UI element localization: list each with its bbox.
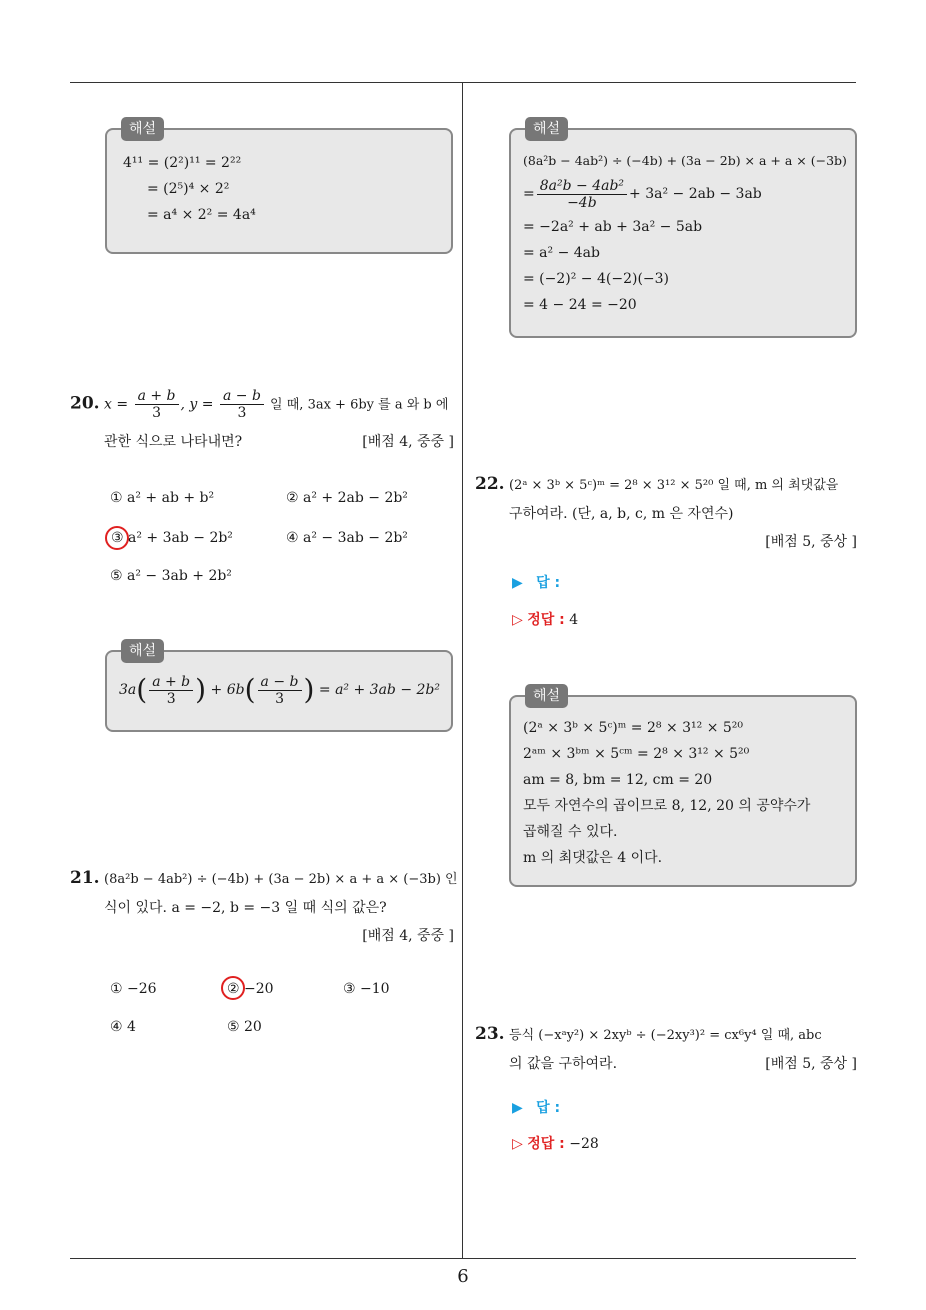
fraction-denominator: 3 — [237, 405, 247, 421]
question-number: 22. — [475, 474, 505, 494]
question-text: x = — [104, 396, 133, 413]
correct-label: 정답 : — [527, 1136, 565, 1152]
solution-line: 4¹¹ = (2²)¹¹ = 2²² — [123, 155, 242, 171]
question-number: 20. — [70, 393, 100, 414]
solution-line: 곱해질 수 있다. — [523, 824, 618, 840]
solution-line: = $\frac{\text{8a²b − 4ab²}}{-4b}$ + 3a² − 2ab − 3ab — [523, 177, 762, 211]
fraction — [258, 674, 302, 707]
choice-4[interactable]: ④ 4 — [110, 1019, 136, 1035]
solution-tag: 해설 — [121, 639, 164, 663]
choice-3[interactable]: ③ a² + 3ab − 2b² — [111, 530, 233, 546]
play-icon: ▶ — [512, 1100, 523, 1116]
correct-value: 4 — [569, 612, 579, 628]
triangle-outline-icon: ▷ — [512, 612, 523, 628]
solution-box-19 — [105, 121, 453, 254]
score-label: [배점 4, 중중 ] — [362, 928, 454, 944]
solution-line: = a⁴ × 2² = 4a⁴ — [147, 207, 256, 223]
answer-label: 답 : — [536, 575, 561, 591]
fraction-numerator: a − b — [220, 388, 264, 405]
fraction-numerator: a + b — [149, 674, 193, 691]
score-label: [배점 4, 중중 ] — [362, 434, 454, 450]
choice-5[interactable]: ⑤ 20 — [227, 1019, 262, 1035]
question-text: 일 때, 3ax + 6by 를 a 와 b 에 — [265, 397, 449, 413]
fraction — [149, 674, 193, 707]
solution-line: = a² − 4ab — [523, 245, 600, 261]
score-label: [배점 5, 중상 ] — [765, 534, 857, 550]
correct-answer — [512, 1133, 599, 1153]
solution-box-22 — [509, 688, 857, 887]
score-label: [배점 5, 중상 ] — [765, 1056, 857, 1072]
solution-term: + 6b — [210, 682, 245, 698]
fraction-denominator: 3 — [275, 690, 284, 707]
solution-line: 3a( $\frac{a + b}{3}$ ) + 6b( $\frac{a - b}{3}$ ) = a² + 3ab − 2b² — [119, 673, 440, 707]
solution-line: = 4 − 24 = −20 — [523, 297, 637, 313]
choice-1[interactable]: ① a² + ab + b² — [110, 490, 215, 506]
question-text: 관한 식으로 나타내면? — [104, 434, 243, 450]
play-icon: ▶ — [512, 575, 523, 591]
correct-value: −28 — [569, 1136, 599, 1152]
question-text: (2ᵃ × 3ᵇ × 5ᶜ)ᵐ = 2⁸ × 3¹² × 5²⁰ 일 때, m 의 최댓값을 — [509, 478, 839, 493]
solution-line: 모두 자연수의 곱이므로 8, 12, 20 의 공약수가 — [523, 798, 811, 814]
fraction-denominator: 3 — [152, 405, 161, 421]
solution-line: = (2⁵)⁴ × 2² — [147, 181, 230, 197]
question-21 — [70, 864, 458, 950]
solution-tag: 해설 — [525, 117, 568, 141]
top-rule — [70, 82, 856, 83]
question-text: 구하여라. (단, a, b, c, m 은 자연수) — [509, 506, 734, 522]
triangle-outline-icon: ▷ — [512, 1136, 523, 1152]
fraction — [537, 178, 627, 211]
choice-1[interactable]: ① −26 — [110, 981, 157, 997]
solution-box-21 — [509, 121, 857, 338]
correct-answer — [512, 609, 578, 629]
solution-line: am = 8, bm = 12, cm = 20 — [523, 772, 713, 788]
question-number: 23. — [475, 1024, 505, 1044]
fraction-denominator: 3 — [166, 690, 176, 707]
solution-box-20 — [105, 643, 453, 732]
solution-line: m 의 최댓값은 4 이다. — [523, 850, 663, 866]
fraction-numerator: 8a²b − 4ab² — [537, 178, 627, 195]
question-20 — [70, 388, 454, 456]
question-text: 식이 있다. a = −2, b = −3 일 때 식의 값은? — [104, 900, 387, 916]
answer-field[interactable] — [512, 1097, 560, 1117]
question-number: 21. — [70, 868, 100, 888]
choice-2[interactable]: ② a² + 2ab − 2b² — [286, 490, 408, 506]
answer-label: 답 : — [536, 1100, 561, 1116]
answer-field[interactable] — [512, 572, 560, 592]
fraction — [135, 388, 179, 421]
fraction-numerator: a − b — [258, 674, 302, 691]
choice-4[interactable]: ④ a² − 3ab − 2b² — [286, 530, 408, 546]
solution-tag: 해설 — [121, 117, 164, 141]
column-divider — [462, 82, 463, 1258]
fraction — [220, 388, 264, 421]
page-number: 6 — [457, 1266, 469, 1287]
solution-line: = (−2)² − 4(−2)(−3) — [523, 271, 670, 287]
question-23 — [475, 1020, 857, 1078]
correct-label: 정답 : — [527, 612, 565, 628]
solution-line: (2ᵃ × 3ᵇ × 5ᶜ)ᵐ = 2⁸ × 3¹² × 5²⁰ — [523, 720, 744, 736]
fraction-denominator: −4b — [567, 194, 597, 211]
question-text: 의 값을 구하여라. — [509, 1056, 618, 1072]
solution-term: 3a — [119, 682, 137, 698]
bottom-rule — [70, 1258, 856, 1259]
choice-3[interactable]: ③ −10 — [343, 981, 390, 997]
solution-term: + 3a² − 2ab − 3ab — [629, 186, 762, 202]
choice-2[interactable]: ② −20 — [227, 981, 274, 997]
choice-5[interactable]: ⑤ a² − 3ab + 2b² — [110, 568, 232, 584]
fraction-numerator: a + b — [135, 388, 179, 405]
solution-line: 2ᵃᵐ × 3ᵇᵐ × 5ᶜᵐ = 2⁸ × 3¹² × 5²⁰ — [523, 746, 750, 762]
solution-line: = −2a² + ab + 3a² − 5ab — [523, 219, 703, 235]
question-text: 등식 (−xᵃy²) × 2xyᵇ ÷ (−2xy³)² = cx⁶y⁴ 일 때, abc — [509, 1028, 822, 1043]
question-text: (8a²b − 4ab²) ÷ (−4b) + (3a − 2b) × a + a × (−3b) 인 — [104, 872, 458, 887]
solution-term: = a² + 3ab − 2b² — [318, 682, 440, 698]
question-text: , y = — [180, 396, 218, 413]
solution-line: (8a²b − 4ab²) ÷ (−4b) + (3a − 2b) × a + a × (−3b) — [523, 153, 847, 168]
question-22 — [475, 470, 857, 556]
solution-tag: 해설 — [525, 684, 568, 708]
